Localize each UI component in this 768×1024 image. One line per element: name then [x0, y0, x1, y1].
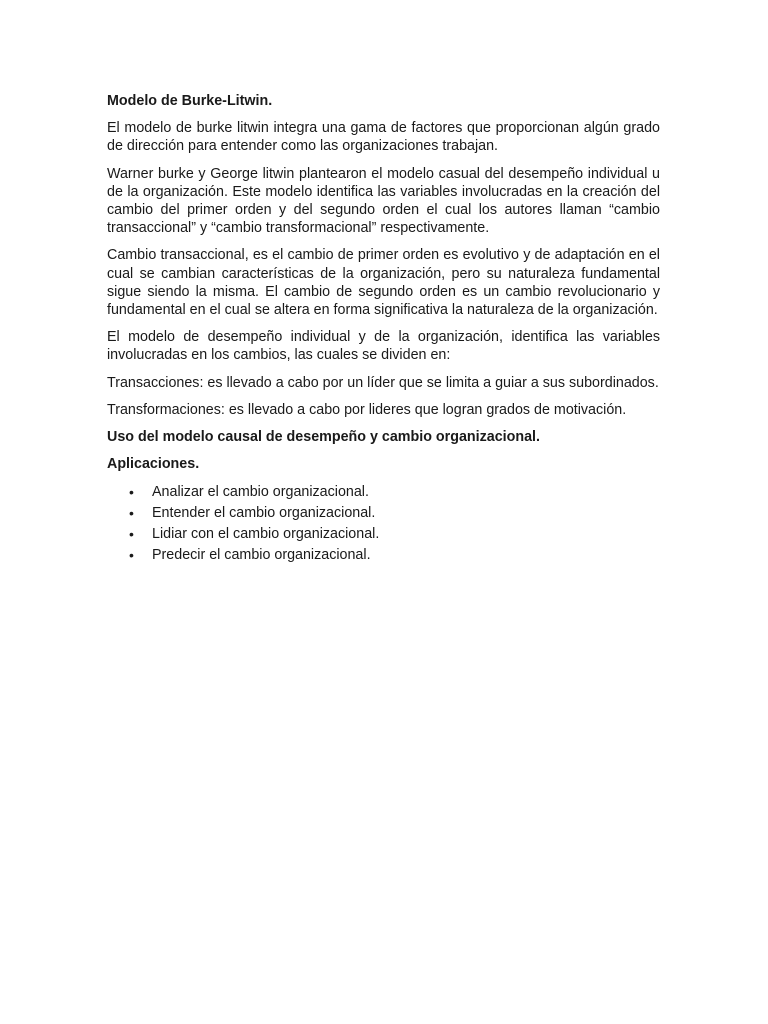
list-item-label: Lidiar con el cambio organizacional. [152, 526, 380, 543]
document-page [107, 92, 660, 566]
section-heading: Uso del modelo causal de desempeño y cambio organizacional. [107, 429, 540, 446]
bullet-icon: • [129, 484, 134, 501]
list-item [107, 524, 660, 545]
paragraph-transactional-change: Cambio transaccional, es el cambio de primer orden es evolutivo y de adaptación en el cual se cambian características de la organización, pero su naturaleza fundamental sigue siendo la misma. El cambio de segundo orden es un cambio revolucionario y fundamental en el cual se altera en forma significativa la naturaleza de la organización. [107, 247, 660, 319]
paragraph-intro: El modelo de burke litwin integra una gama de factores que proporcionan algún grado de dirección para entender como las organizaciones trabajan. [107, 120, 660, 155]
paragraph-authors: Warner burke y George litwin plantearon el modelo casual del desempeño individual u de la organización. Este modelo identifica las variables involucradas en la creación del cambio del primer orden y del segundo orden el cual los autores llaman “cambio transaccional” y “cambio transformacional” respectivamente. [107, 165, 660, 237]
paragraph-transactions: Transacciones: es llevado a cabo por un líder que se limita a guiar a sus subordinados. [107, 374, 659, 391]
list-item [107, 545, 660, 566]
list-item-label: Entender el cambio organizacional. [152, 505, 376, 522]
paragraph-variables: El modelo de desempeño individual y de la organización, identifica las variables involucradas en los cambios, las cuales se dividen en: [107, 329, 660, 364]
bullet-icon: • [129, 547, 134, 564]
list-item [107, 482, 660, 503]
list-item-label: Predecir el cambio organizacional. [152, 547, 371, 564]
applications-list [107, 482, 660, 566]
bullet-icon: • [129, 526, 134, 543]
applications-heading: Aplicaciones. [107, 456, 200, 473]
paragraph-transformations: Transformaciones: es llevado a cabo por lideres que logran grados de motivación. [107, 401, 627, 418]
bullet-icon: • [129, 505, 134, 522]
list-item [107, 503, 660, 524]
list-item-label: Analizar el cambio organizacional. [152, 484, 369, 501]
document-title: Modelo de Burke-Litwin. [107, 93, 273, 109]
